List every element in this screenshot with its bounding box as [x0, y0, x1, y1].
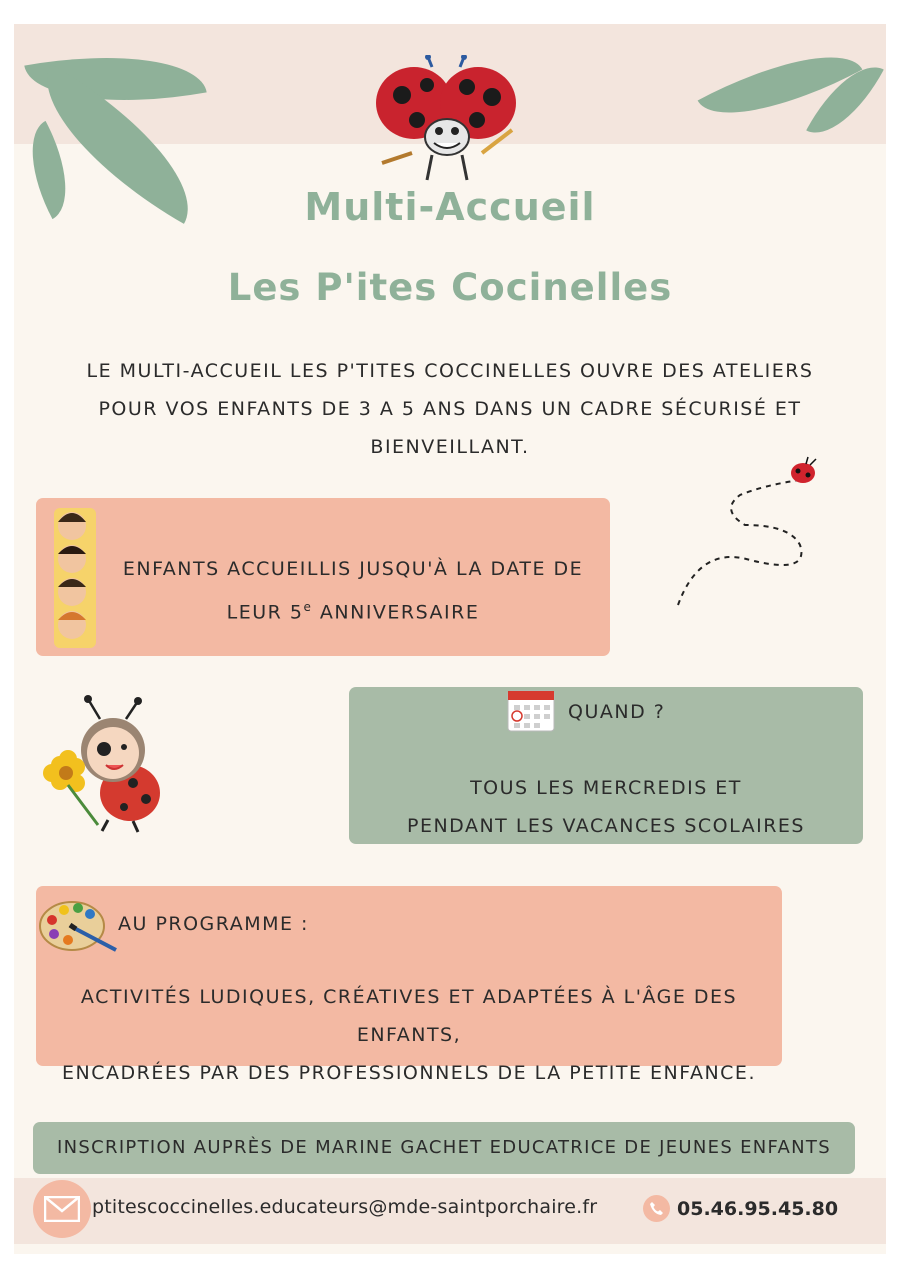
- program-info-box: [36, 886, 782, 1084]
- children-icon: [50, 504, 100, 652]
- program-info-text: [36, 978, 782, 1092]
- age-info-text: [96, 550, 610, 631]
- flower-ladybug-icon: [38, 695, 173, 835]
- when-line: PENDANT LES VACANCES SCOLAIRES: [407, 815, 805, 837]
- age-info-box: [36, 498, 610, 656]
- intro-text: [40, 352, 860, 466]
- page-title: Multi-Accueil: [304, 185, 596, 229]
- palette-icon: [38, 898, 118, 954]
- page-subtitle: Les P'ites Cocinelles: [227, 266, 673, 309]
- intro-line: POUR VOS ENFANTS DE 3 A 5 ANS DANS UN CADRE SÉCURISÉ ET: [98, 398, 802, 420]
- when-line: TOUS LES MERCREDIS ET: [470, 777, 742, 799]
- envelope-icon: [44, 1196, 80, 1222]
- when-info-box: [349, 687, 863, 844]
- program-line: ACTIVITÉS LUDIQUES, CRÉATIVES ET ADAPTÉES À L'ÂGE DES ENFANTS,: [80, 986, 738, 1046]
- program-heading: AU PROGRAMME :: [118, 913, 309, 935]
- email-badge: [33, 1180, 91, 1238]
- program-line: ENCADRÉES PAR DES PROFESSIONNELS DE LA PETITE ENFANCE.: [62, 1062, 756, 1084]
- ladybug-mascot-icon: [372, 55, 522, 185]
- ordinal-suffix: e: [303, 600, 313, 614]
- age-line: [96, 588, 610, 631]
- contact-phone[interactable]: 05.46.95.45.80: [677, 1198, 839, 1220]
- intro-line: LE MULTI-ACCUEIL LES P'TITES COCCINELLES OUVRE DES ATELIERS: [86, 360, 814, 382]
- contact-email[interactable]: ptitescoccinelles.educateurs@mde-saintporchaire.fr: [92, 1196, 598, 1218]
- age-line: ENFANTS ACCUEILLIS JUSQU'À LA DATE DE: [122, 558, 584, 580]
- when-info-text: [349, 769, 863, 845]
- ladybug-icon: [670, 455, 830, 615]
- intro-line: BIENVEILLANT.: [370, 436, 530, 458]
- registration-text: INSCRIPTION AUPRÈS DE MARINE GACHET EDUCATRICE DE JEUNES ENFANTS: [57, 1137, 831, 1158]
- registration-bar: [33, 1122, 855, 1174]
- phone-badge: [643, 1195, 670, 1222]
- age-line-start: LEUR 5: [226, 601, 304, 624]
- age-line-end: ANNIVERSAIRE: [312, 601, 480, 624]
- phone-icon: [649, 1201, 664, 1216]
- calendar-icon: [506, 687, 556, 733]
- when-heading: QUAND ?: [568, 701, 666, 723]
